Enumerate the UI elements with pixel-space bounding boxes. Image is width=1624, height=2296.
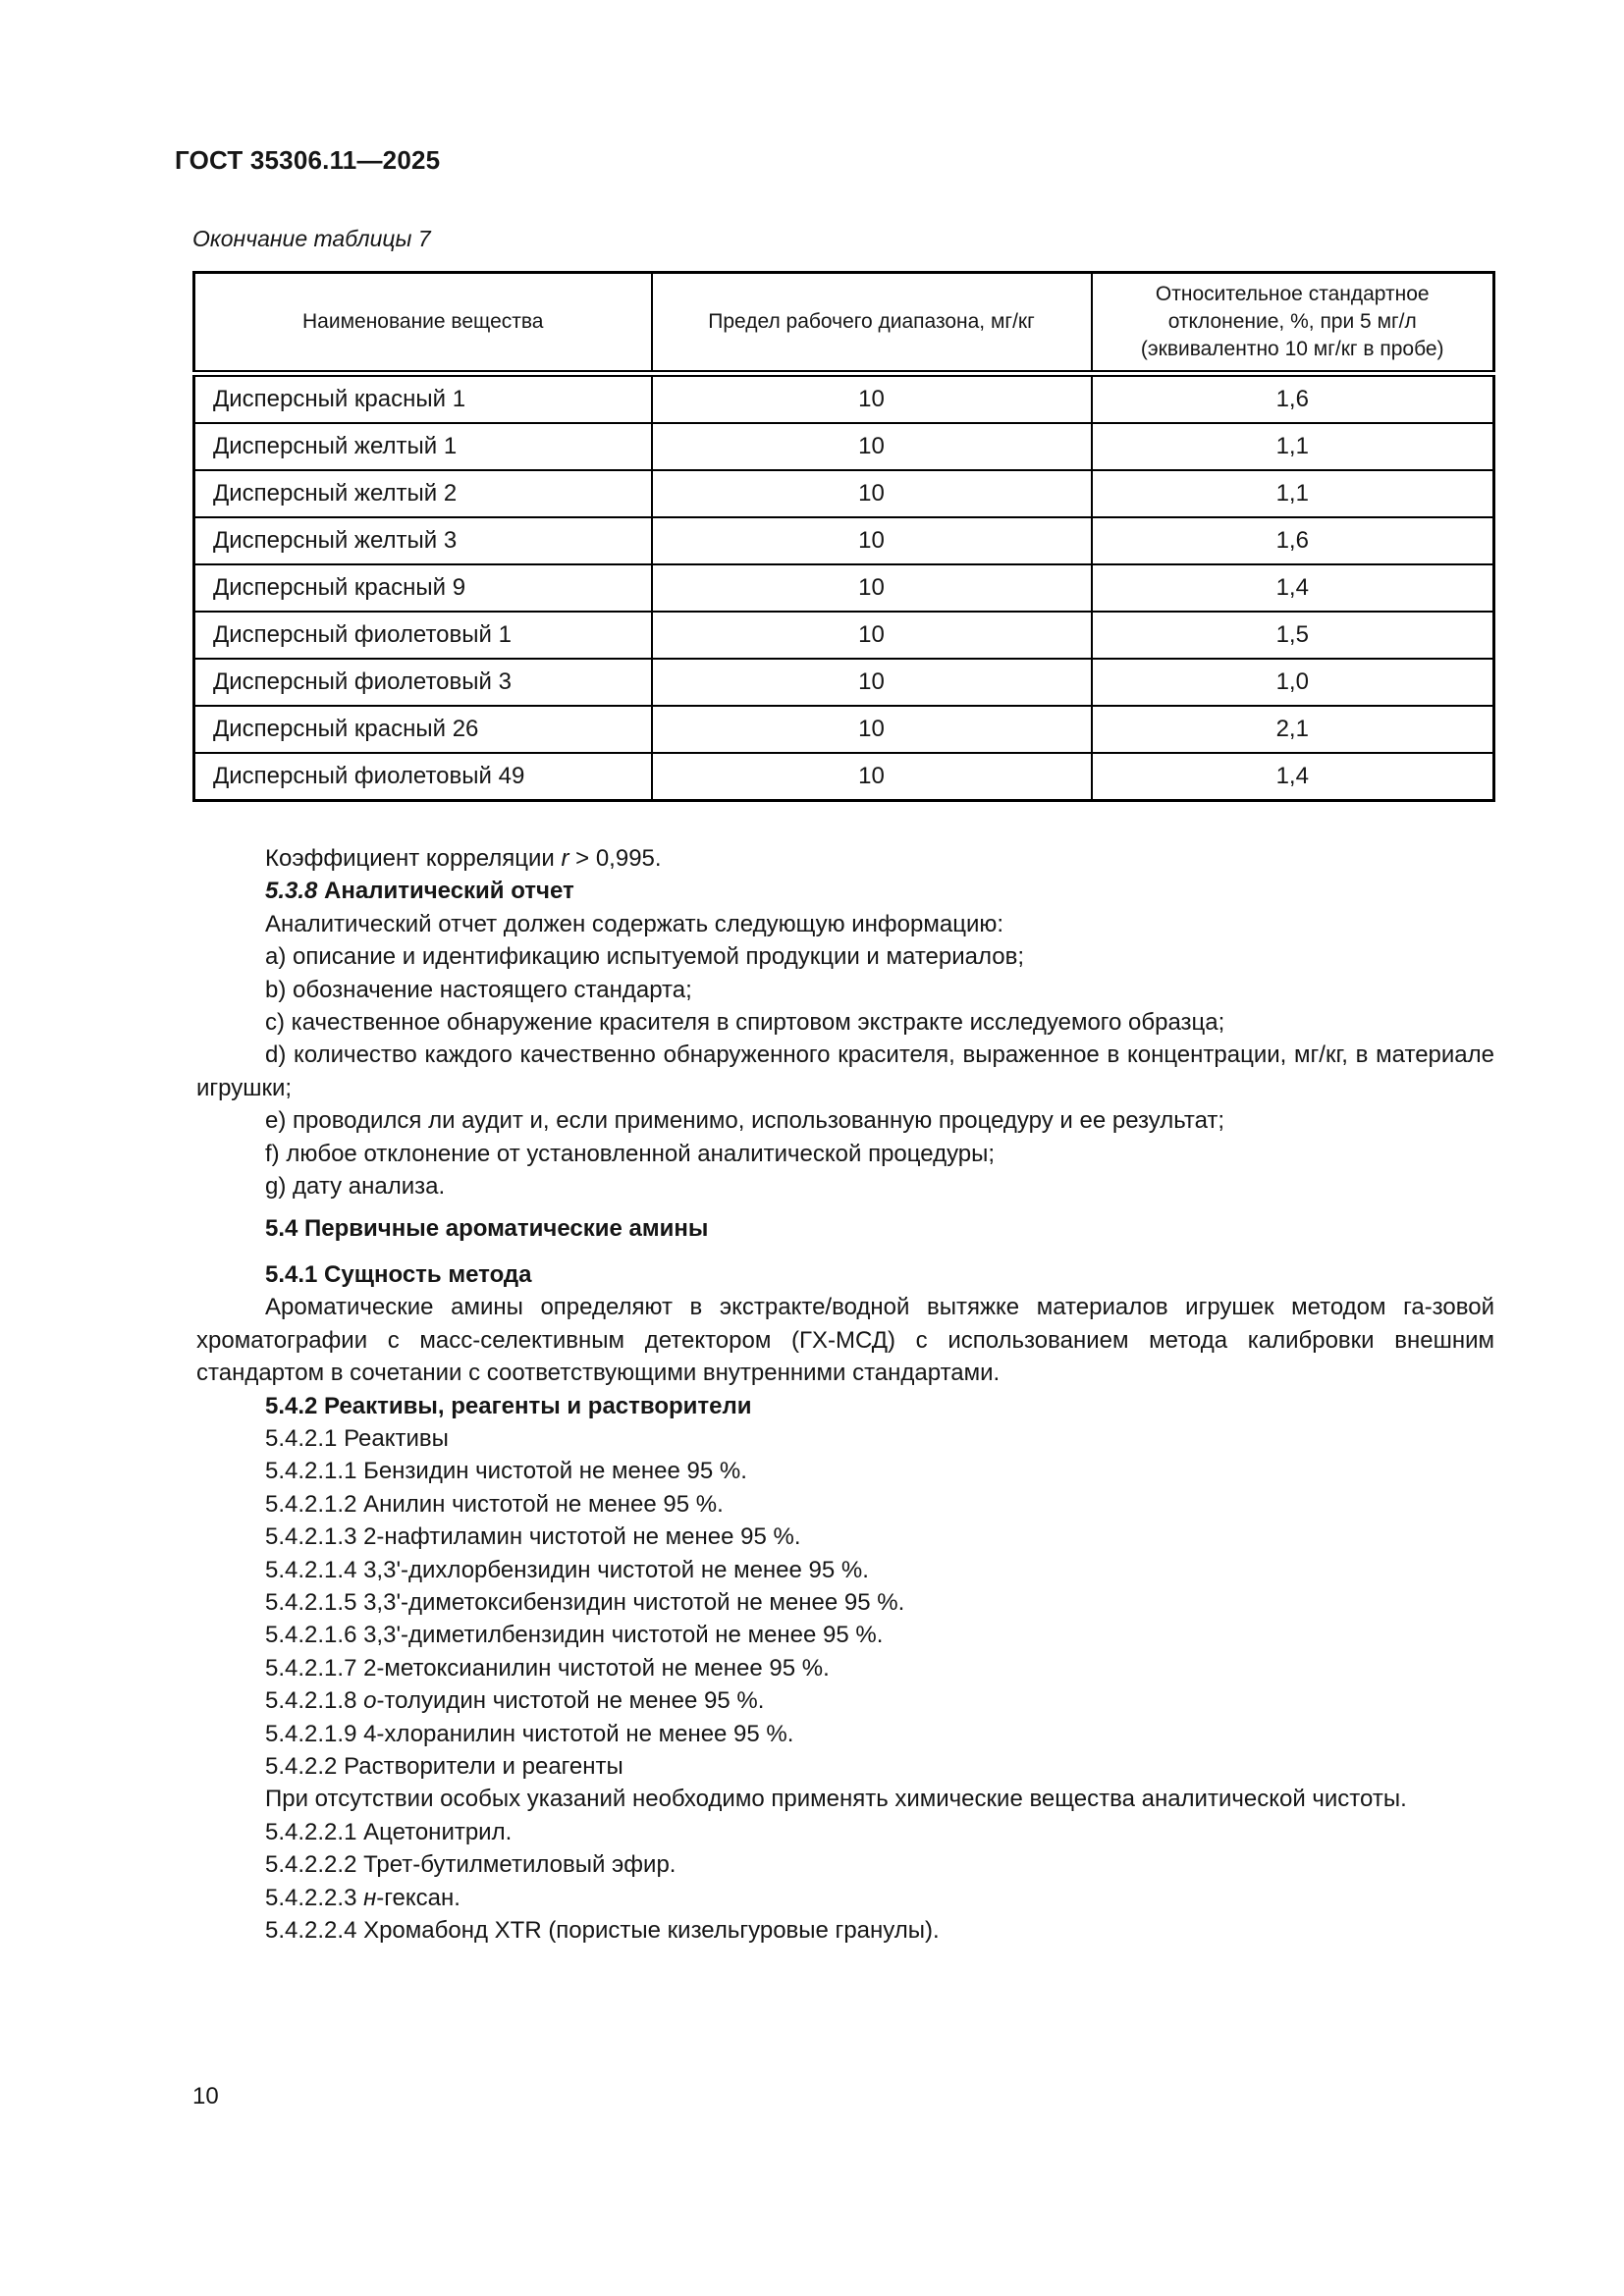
table-row [194,374,1494,424]
report-item-f: f) любое отклонение от установленной аналитической процедуры; [265,1140,996,1167]
heading-5-4-1: 5.4.1 Сущность метода [265,1260,532,1288]
substance-name: Дисперсный фиолетовый 49 [194,753,652,801]
reagent-item-5: 5.4.2.1.5 3,3'-диметоксибензидин чистотой не менее 95 %. [265,1588,905,1616]
heading-5-4-2-2: 5.4.2.2 Растворители и реагенты [265,1752,623,1780]
substance-name: Дисперсный красный 9 [194,564,652,612]
reagent-item-6: 5.4.2.1.6 3,3'-диметилбензидин чистотой не менее 95 %. [265,1622,884,1649]
reagent-item-italic-prefix: о [363,1687,377,1715]
reagent-item-3: 5.4.2.1.3 2-нафтиламин чистотой не менее 95 %. [265,1523,801,1551]
reagent-item-text: -толуидин чистотой не менее 95 %. [376,1687,765,1715]
solvent-item-italic-prefix: н [363,1884,377,1911]
table-row [194,564,1494,612]
table-row [194,423,1494,470]
correlation-variable: r [561,845,569,872]
heading-number: 5.3.8 [265,878,325,905]
report-item-b: b) обозначение настоящего стандарта; [265,976,692,1003]
report-intro: Аналитический отчет должен содержать следующую информацию: [265,910,1004,937]
heading-5-3-8 [196,875,1494,907]
report-item-d: d) количество каждого качественно обнаруженного красителя, выраженное в концентрации, мг/кг, в материале игрушки; [196,1041,1494,1101]
page-number: 10 [192,2083,219,2109]
report-item-c: c) качественное обнаружение красителя в спиртовом экстракте исследуемого образца; [265,1009,1225,1037]
working-range-value: 10 [652,659,1092,706]
paragraph-5-4-1: Ароматические амины определяют в экстракте/водной вытяжке материалов игрушек методом га-зовой хроматографии с масс-селективным детектором (ГХ-МСД) с использованием метода калибровки внешним стандартом в сочетании с соответствующими внутренними стандартами. [196,1294,1494,1387]
heading-5-4-2: 5.4.2 Реактивы, реагенты и растворители [265,1392,752,1419]
rsd-value: 2,1 [1092,706,1494,753]
reagent-item-number: 5.4.2.1.8 [265,1687,364,1715]
working-range-value: 10 [652,706,1092,753]
working-range-value: 10 [652,423,1092,470]
rsd-value: 1,6 [1092,374,1494,424]
solvent-item-3 [196,1882,1494,1914]
report-item-e: e) проводился ли аудит и, если применимо, использованную процедуру и ее результат; [265,1107,1225,1135]
substance-name: Дисперсный фиолетовый 3 [194,659,652,706]
column-header-substance: Наименование вещества [194,273,652,374]
table-row [194,470,1494,517]
substance-name: Дисперсный фиолетовый 1 [194,612,652,659]
reagent-item-2: 5.4.2.1.2 Анилин чистотой не менее 95 %. [265,1490,724,1518]
report-item-a: a) описание и идентификацию испытуемой продукции и материалов; [265,943,1025,971]
working-range-value: 10 [652,564,1092,612]
rsd-value: 1,0 [1092,659,1494,706]
reagent-item-7: 5.4.2.1.7 2-метоксианилин чистотой не менее 95 %. [265,1654,830,1682]
substance-limits-table [192,271,1495,802]
table-caption: Окончание таблицы 7 [192,226,431,251]
correlation-text: Коэффициент корреляции [265,845,562,872]
substance-name: Дисперсный желтый 3 [194,517,652,564]
solvent-item-number: 5.4.2.2.3 [265,1884,364,1911]
substance-name: Дисперсный желтый 1 [194,423,652,470]
rsd-value: 1,1 [1092,423,1494,470]
working-range-value: 10 [652,470,1092,517]
solvent-item-2: 5.4.2.2.2 Трет-бутилметиловый эфир. [265,1851,677,1879]
reagent-item-4: 5.4.2.1.4 3,3'-дихлорбензидин чистотой не менее 95 %. [265,1556,869,1583]
reagent-item-1: 5.4.2.1.1 Бензидин чистотой не менее 95 %. [265,1458,747,1485]
table-row [194,517,1494,564]
rsd-value: 1,4 [1092,753,1494,801]
report-item-g: g) дату анализа. [265,1173,446,1201]
paragraph-5-4-2-2: При отсутствии особых указаний необходимо применять химические вещества аналитической чистоты. [265,1786,1407,1813]
heading-5-4: 5.4 Первичные ароматические амины [265,1215,709,1243]
document-code: ГОСТ 35306.11—2025 [175,145,441,175]
body-text [196,842,1494,1947]
substance-name: Дисперсный красный 1 [194,374,652,424]
reagent-item-9: 5.4.2.1.9 4-хлоранилин чистотой не менее 95 %. [265,1720,794,1747]
working-range-value: 10 [652,612,1092,659]
heading-text: Аналитический отчет [324,878,574,905]
table-row [194,612,1494,659]
table-row [194,706,1494,753]
column-header-rsd: Относительное стандартное отклонение, %, при 5 мг/л (эквивалентно 10 мг/кг в пробе) [1092,273,1494,374]
table-row [194,753,1494,801]
rsd-value: 1,5 [1092,612,1494,659]
rsd-value: 1,1 [1092,470,1494,517]
working-range-value: 10 [652,517,1092,564]
rsd-value: 1,6 [1092,517,1494,564]
column-header-working-range: Предел рабочего диапазона, мг/кг [652,273,1092,374]
substance-name: Дисперсный желтый 2 [194,470,652,517]
solvent-item-4: 5.4.2.2.4 Хромабонд XTR (пористые кизельгуровые гранулы). [265,1917,940,1944]
table-header-row [194,273,1494,374]
correlation-value: > 0,995. [568,845,662,872]
working-range-value: 10 [652,753,1092,801]
table-row [194,659,1494,706]
heading-5-4-2-1: 5.4.2.1 Реактивы [265,1424,449,1452]
reagent-item-8 [196,1684,1494,1717]
substance-name: Дисперсный красный 26 [194,706,652,753]
rsd-value: 1,4 [1092,564,1494,612]
working-range-value: 10 [652,374,1092,424]
correlation-note [196,842,1494,875]
solvent-item-text: -гексан. [376,1884,460,1911]
solvent-item-1: 5.4.2.2.1 Ацетонитрил. [265,1818,513,1845]
